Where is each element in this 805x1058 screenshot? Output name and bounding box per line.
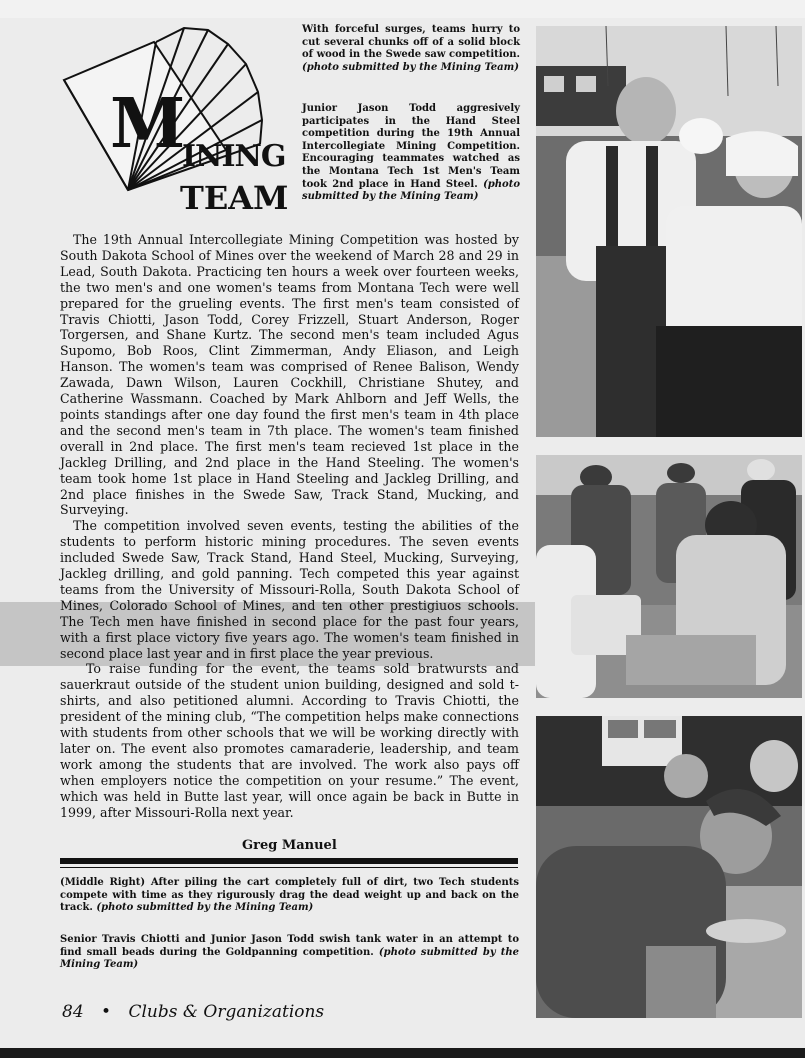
logo-ining: INING: [182, 139, 286, 174]
caption-text: (Middle Right) After piling the cart completely full of dirt, two Tech students compete with time as they rigurously drag the dead weight up and back on the track.: [60, 877, 519, 914]
top-strip: [0, 0, 805, 18]
caption-cart: [60, 877, 519, 915]
logo-team: TEAM: [180, 179, 289, 217]
caption-credit: (photo submitted by the Mining Team): [60, 946, 520, 971]
caption-text: Junior Jason Todd aggresively participates in the Hand Steel competition during the 19th Annual Intercollegiate Mining Competition. Encouraging teammates watched as the Montana Tech 1st Men's Team took 2nd place in Hand Steel.: [302, 103, 520, 190]
article-paragraph: To raise funding for the event, the teams sold bratwursts and sauerkraut outside of the student union building, designed and sold t-shirts, and also petitioned alumni. According to Travis Chiotti, the president of the mining club, “The competition helps make connections with students from other schools that we will be working directly with later on. The event also promotes camaraderie, leadership, and team work among the students that are involved. The work also pays off when employers notice the competition on your resume.” The event, which was held in Butte last year, will once again be back in Butte in 1999, after Missouri-Rolla next year.: [60, 661, 519, 820]
caption-text: With forceful surges, teams hurry to cut several chunks off of a solid block of wood in the Swede saw competition.: [302, 24, 520, 61]
mining-team-logo: [58, 22, 298, 222]
article-paragraph: The competition involved seven events, testing the abilities of the students to perform historic mining procedures. The seven events included Swede Saw, Track Stand, Hand Steel, Mucking, Surveying, Jackleg drilling, and gold panning. Tech competed this year against teams from the University of Missouri-Rolla, South Dakota School of Mines, Colorado School of Mines, and ten other prestigiuos schools. The Tech men have finished in second place for the past four years, with a first place victory five years ago. The women's team finished in second place last year and in first place the year previous.: [60, 518, 519, 661]
photo-cart-track: [536, 455, 802, 698]
divider-rule-thin: [60, 867, 518, 868]
caption-credit: (photo submitted by the Mining Team): [96, 902, 314, 914]
article-body: [60, 232, 519, 821]
footer-section: Clubs & Organizations: [128, 1002, 325, 1022]
footer-bullet: •: [101, 1002, 112, 1022]
caption-swede-saw: [302, 24, 520, 74]
divider-rule-thick: [60, 858, 518, 864]
scan-bottom-edge: [0, 1048, 805, 1058]
article-paragraph: The 19th Annual Intercollegiate Mining Competition was hosted by South Dakota School of Mines over the weekend of March 28 and 29 in Lead, South Dakota. Practicing ten hours a week over fourteen weeks, the two men's and one women's teams from Montana Tech were well prepared for the grueling events. The first men's team consisted of Travis Chiotti, Jason Todd, Corey Frizzell, Stuart Anderson, Roger Torgersen, and Shane Kurtz. The second men's team included Agus Supomo, Bob Roos, Clint Zimmerman, Andy Eliason, and Leigh Hanson. The women's team was comprised of Renee Balison, Wendy Zawada, Dawn Wilson, Lauren Cockhill, Christiane Shutey, and Catherine Wassmann. Coached by Mark Ahlborn and Jeff Wells, the points standings after one day found the first men's team in 4th place and the second men's team in 7th place. The women's team finished overall in 2nd place. The first men's team recieved 1st place in the Jackleg Drilling, and 2nd place in the Hand Steeling. The women's team took home 1st place in Hand Steeling and Jackleg Drilling, and 2nd place finishes in the Swede Saw, Track Stand, Mucking, and Surveying.: [60, 232, 519, 518]
caption-credit: (photo submitted by the Mining Team): [302, 61, 519, 73]
caption-credit: (photo submitted by the Mining Team): [302, 178, 521, 203]
caption-text: Senior Travis Chiotti and Junior Jason Todd swish tank water in an attempt to find small beads during the Goldpanning competition.: [60, 934, 519, 958]
photo-goldpanning: [536, 716, 802, 1018]
page-footer: [62, 1002, 324, 1022]
logo-letter-m: M: [110, 84, 184, 164]
caption-goldpanning: [60, 934, 519, 972]
photo-hand-steel: [536, 26, 802, 437]
caption-hand-steel: [302, 103, 520, 204]
page-number: 84: [62, 1002, 84, 1022]
article-author: Greg Manuel: [242, 838, 337, 853]
